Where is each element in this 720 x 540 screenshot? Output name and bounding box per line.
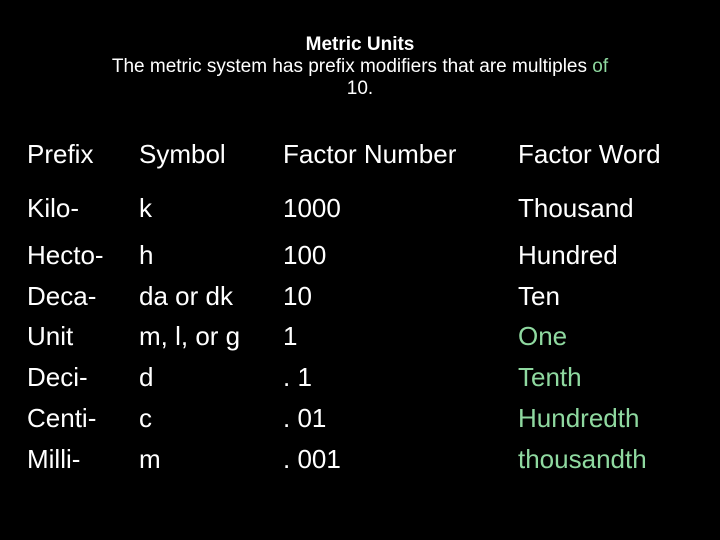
header-symbol: Symbol <box>139 139 226 169</box>
header-factor-word: Factor Word <box>518 139 661 169</box>
cell-factor-number: . 01 <box>283 403 327 433</box>
cell-factor-number: 1 <box>283 321 298 351</box>
subtitle-green-text: of <box>592 56 609 77</box>
cell-factor-word: thousandth <box>518 444 647 474</box>
cell-prefix: Hecto- <box>27 240 104 270</box>
cell-factor-word: One <box>518 321 568 351</box>
cell-symbol: h <box>139 240 154 270</box>
slide-title: Metric Units <box>305 34 415 55</box>
cell-symbol: m, l, or g <box>139 321 241 351</box>
cell-factor-word: Thousand <box>518 193 634 223</box>
cell-prefix: Unit <box>27 321 74 351</box>
cell-factor-word: Hundred <box>518 240 618 270</box>
subtitle-continuation: 10. <box>346 78 374 99</box>
cell-symbol: da or dk <box>139 281 233 311</box>
cell-prefix: Centi- <box>27 403 97 433</box>
subtitle-text: The metric system has prefix modifiers that are multiples <box>111 56 593 77</box>
header-factor-number: Factor Number <box>283 139 457 169</box>
cell-prefix: Milli- <box>27 444 81 474</box>
cell-symbol: m <box>139 444 161 474</box>
cell-factor-number: . 1 <box>283 362 312 392</box>
cell-symbol: c <box>139 403 152 433</box>
cell-factor-number: 100 <box>283 240 327 270</box>
cell-symbol: k <box>139 193 152 223</box>
cell-factor-number: 10 <box>283 281 312 311</box>
cell-factor-word: Hundredth <box>518 403 640 433</box>
cell-factor-word: Ten <box>518 281 560 311</box>
cell-prefix: Deci- <box>27 362 88 392</box>
cell-factor-word: Tenth <box>518 362 582 392</box>
cell-prefix: Deca- <box>27 281 97 311</box>
cell-factor-number: . 001 <box>283 444 341 474</box>
cell-factor-number: 1000 <box>283 193 341 223</box>
cell-prefix: Kilo- <box>27 193 80 223</box>
cell-symbol: d <box>139 362 154 392</box>
header-prefix: Prefix <box>27 139 94 169</box>
